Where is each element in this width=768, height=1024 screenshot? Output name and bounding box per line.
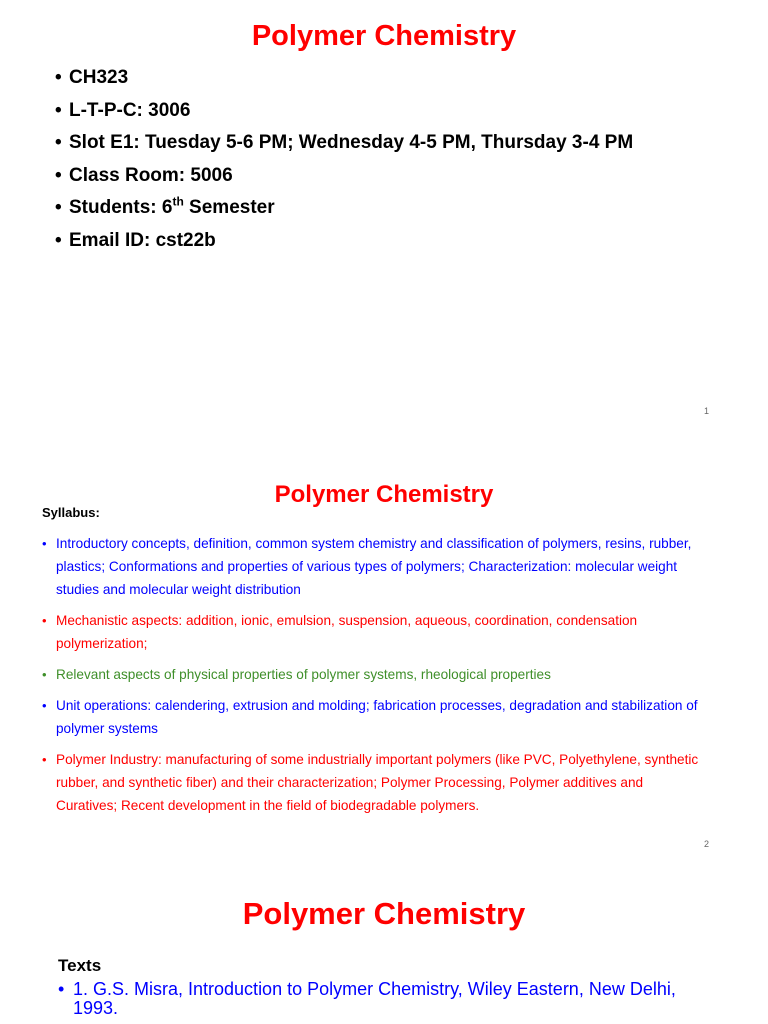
bullet-icon: •: [55, 164, 62, 186]
ltpc: L-T-P-C: 3006: [69, 99, 191, 121]
slide-title: Polymer Chemistry: [242, 896, 526, 931]
list-item: [55, 64, 633, 97]
slide-2: [0, 433, 768, 865]
list-item: [42, 663, 702, 686]
syllabus-item-text: Relevant aspects of physical properties of polymer systems, rheological properties: [56, 667, 551, 682]
slide-title: Polymer Chemistry: [251, 20, 517, 52]
list-item: [55, 162, 633, 195]
syllabus-item-text: Introductory concepts, definition, common system chemistry and classification of polymers, resins, rubber, plastics; Conformations and properties of various types of polymers; Characterization: molecular weight studies and molecular weight distribution: [56, 536, 692, 597]
page-number: 1: [703, 406, 709, 416]
list-item: [55, 129, 633, 162]
bullet-icon: •: [42, 698, 47, 713]
email-id: Email ID: cst22b: [69, 229, 216, 251]
bullet-icon: •: [55, 132, 62, 153]
slide-1: [0, 0, 768, 432]
course-code: CH323: [69, 67, 129, 88]
students-pre: Students: 6: [69, 197, 173, 218]
bullet-icon: •: [42, 752, 47, 767]
list-item: [42, 748, 702, 817]
reference-text: 1. G.S. Misra, Introduction to Polymer Chemistry, Wiley Eastern, New Delhi, 1993.: [73, 979, 676, 1018]
list-item: [55, 227, 633, 260]
slot-schedule: Slot E1: Tuesday 5-6 PM; Wednesday 4-5 PM, Thursday 3-4 PM: [69, 132, 634, 153]
list-item: [42, 694, 702, 740]
bullet-icon: •: [42, 613, 47, 628]
class-room: Class Room: 5006: [69, 164, 233, 186]
bullet-icon: •: [55, 67, 62, 88]
page-number: 2: [703, 839, 709, 849]
syllabus-list: [42, 532, 702, 825]
list-item: [58, 980, 718, 1018]
slide-title: Polymer Chemistry: [274, 481, 494, 508]
syllabus-label: Syllabus:: [42, 505, 100, 520]
bullet-icon: •: [55, 197, 62, 218]
bullet-icon: •: [42, 667, 47, 682]
bullet-icon: •: [55, 229, 62, 251]
bullet-icon: •: [58, 979, 65, 999]
students: [69, 194, 275, 218]
ordinal-suffix: th: [172, 194, 184, 209]
syllabus-item-text: Polymer Industry: manufacturing of some industrially important polymers (like PVC, Polyethylene, synthetic rubber, and synthetic fiber) and their characterization; Polymer Processing, Polymer additives and Curatives; Recent development in the field of biodegradable polymers.: [56, 752, 699, 813]
course-info-list: [55, 64, 633, 259]
list-item: [42, 609, 702, 655]
syllabus-item-text: Mechanistic aspects: addition, ionic, emulsion, suspension, aqueous, coordination, condensation polymerization;: [56, 613, 638, 651]
students-post: Semester: [183, 197, 275, 218]
syllabus-item-text: Unit operations: calendering, extrusion and molding; fabrication processes, degradation and stabilization of polymer systems: [56, 698, 698, 736]
list-item: [42, 532, 702, 601]
slide-3: [0, 866, 768, 1024]
texts-list: [58, 980, 718, 1018]
list-item: [55, 97, 633, 130]
bullet-icon: •: [42, 536, 47, 551]
list-item: [55, 194, 633, 227]
bullet-icon: •: [55, 99, 62, 121]
texts-label: Texts: [58, 956, 102, 975]
